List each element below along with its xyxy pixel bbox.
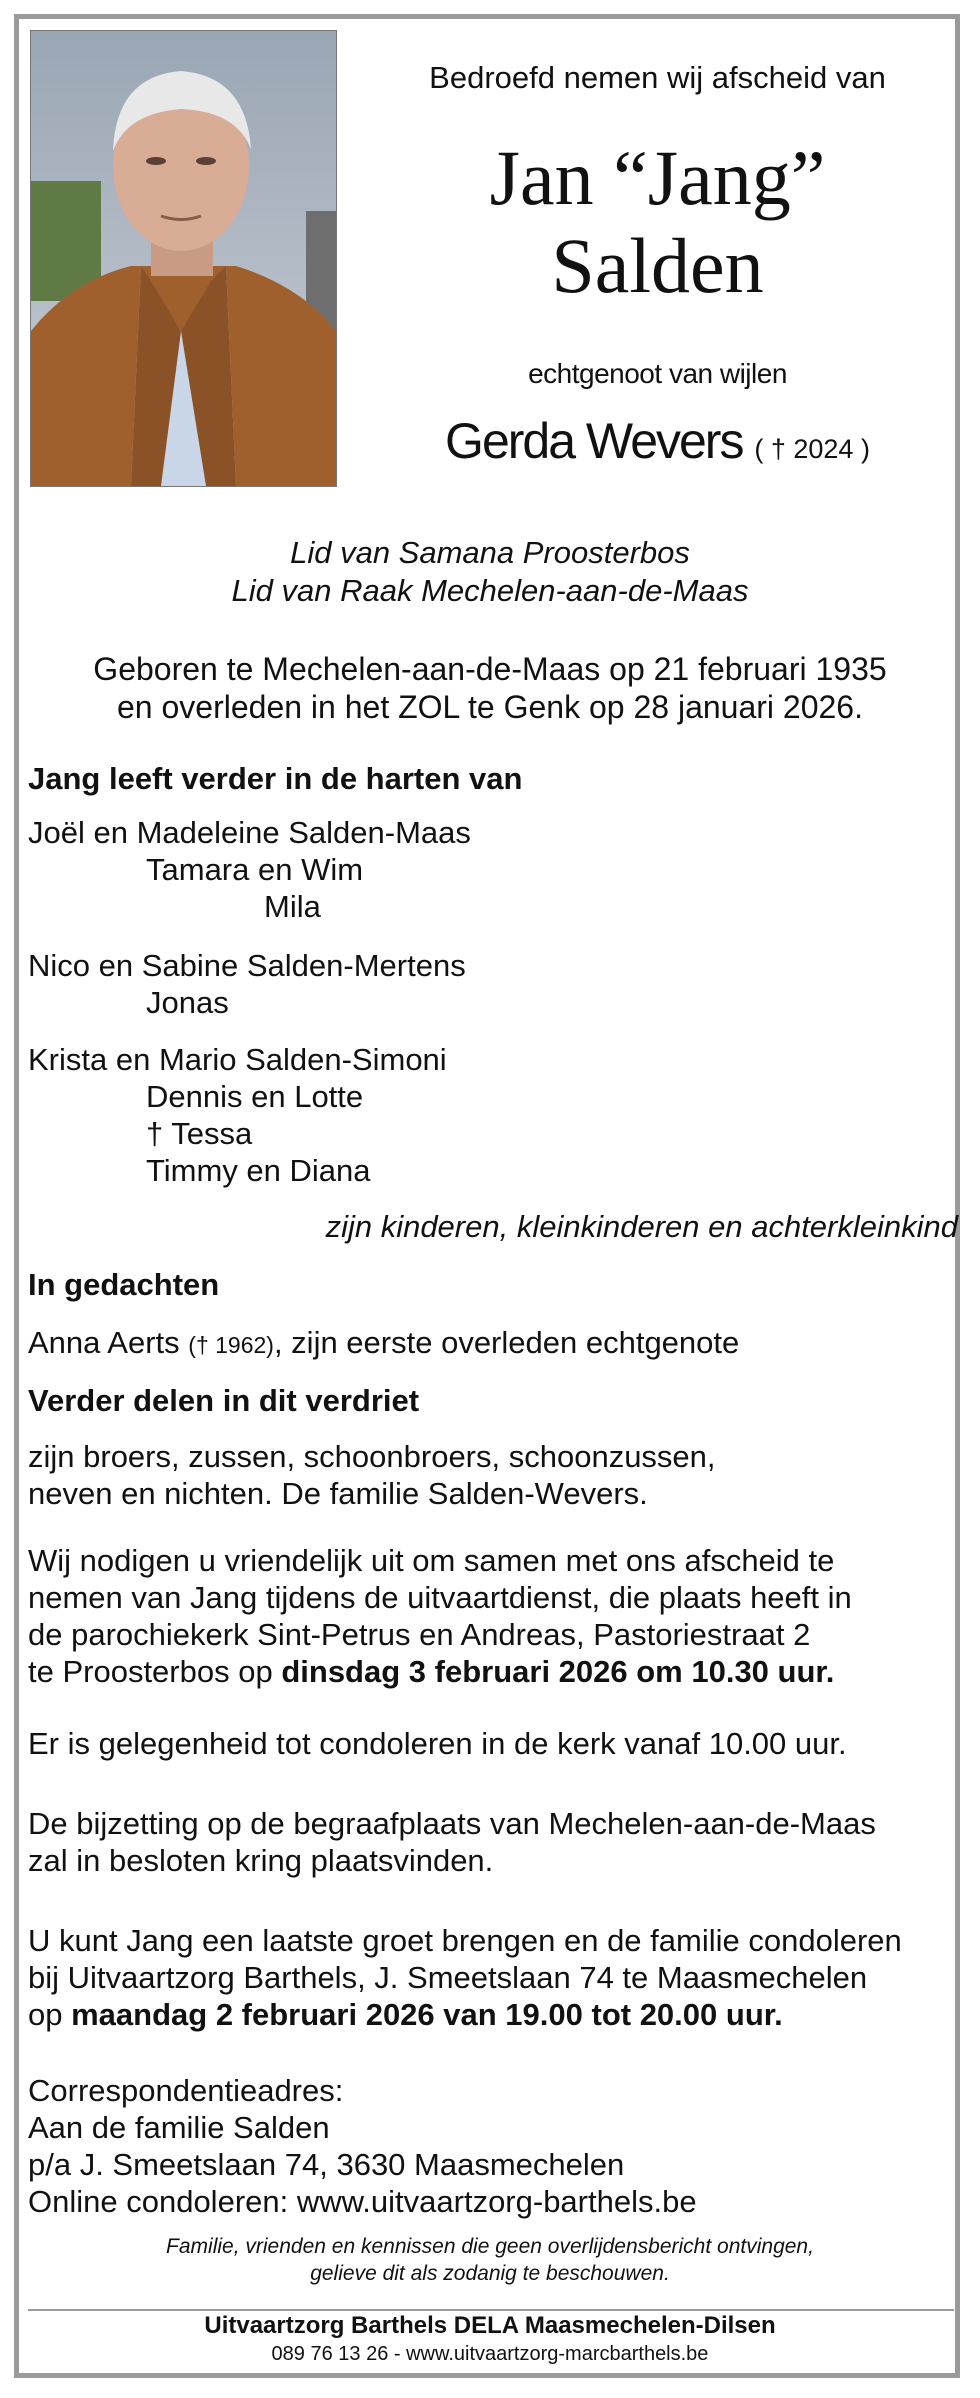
family-member: Joël en Madeleine Salden-Maas bbox=[28, 815, 471, 850]
address-line: Correspondentieadres: bbox=[28, 2073, 344, 2108]
memory-heading: In gedachten bbox=[28, 1267, 220, 1302]
service-line: nemen van Jang tijdens de uitvaartdienst, die plaats heeft in bbox=[28, 1580, 852, 1615]
footer-divider bbox=[28, 2309, 954, 2311]
memory-rest: , zijn eerste overleden echtgenote bbox=[273, 1325, 740, 1360]
service-date: dinsdag 3 februari 2026 om 10.30 uur. bbox=[281, 1654, 835, 1689]
family-member: Dennis en Lotte bbox=[146, 1079, 364, 1114]
share-heading: Verder delen in dit verdriet bbox=[28, 1383, 420, 1418]
spouse-prefix: echtgenoot van wijlen bbox=[528, 358, 787, 389]
footer-note-line: Familie, vrienden en kennissen die geen overlijdensbericht ontvingen, bbox=[166, 2235, 814, 2258]
family-member: Tamara en Wim bbox=[146, 852, 364, 887]
burial-text bbox=[28, 1805, 958, 1879]
family-group-1 bbox=[28, 814, 958, 925]
service-text bbox=[28, 1542, 958, 1690]
family-closing: zijn kinderen, kleinkinderen en achterkleinkind bbox=[325, 1209, 958, 1244]
visit-line bbox=[28, 1996, 958, 2033]
correspondence-address bbox=[28, 2072, 958, 2220]
membership-1: Lid van Samana Proosterbos bbox=[290, 535, 690, 570]
visit-date: maandag 2 februari 2026 van 19.00 tot 20.00 uur. bbox=[71, 1997, 783, 2032]
service-line: de parochiekerk Sint-Petrus en Andreas, Pastoriestraat 2 bbox=[28, 1617, 811, 1652]
visit-prefix: op bbox=[28, 1997, 72, 2032]
service-line: Wij nodigen u vriendelijk uit om samen met ons afscheid te bbox=[28, 1543, 835, 1578]
spouse-line bbox=[345, 412, 970, 470]
family-member: Jonas bbox=[146, 985, 229, 1020]
footer-note-line: gelieve dit als zodanig te beschouwen. bbox=[310, 2262, 670, 2285]
born-line-2: en overleden in het ZOL te Genk op 28 januari 2026. bbox=[117, 689, 863, 725]
condolence-church: Er is gelegenheid tot condoleren in de kerk vanaf 10.00 uur. bbox=[28, 1726, 847, 1761]
birth-death-text bbox=[30, 650, 950, 726]
share-line: neven en nichten. De familie Salden-Wevers. bbox=[28, 1476, 648, 1511]
share-line: zijn broers, zussen, schoonbroers, schoonzussen, bbox=[28, 1439, 716, 1474]
service-prefix: te Proosterbos op bbox=[28, 1654, 282, 1689]
memory-years: († 1962) bbox=[188, 1332, 274, 1358]
footer-company: Uitvaartzorg Barthels DELA Maasmechelen-Dilsen bbox=[204, 2312, 776, 2339]
spouse-years: ( † 2024 ) bbox=[754, 434, 870, 464]
memory-line bbox=[28, 1324, 958, 1364]
family-member: Nico en Sabine Salden-Mertens bbox=[28, 948, 466, 983]
family-member: Mila bbox=[264, 889, 321, 924]
deceased-name bbox=[345, 134, 970, 310]
visit-line: bij Uitvaartzorg Barthels, J. Smeetslaan 74 te Maasmechelen bbox=[28, 1960, 868, 1995]
name-line-1: Jan “Jang” bbox=[489, 134, 826, 221]
burial-line: De bijzetting op de begraafplaats van Mechelen-aan-de-Maas bbox=[28, 1806, 876, 1841]
family-member: Krista en Mario Salden-Simoni bbox=[28, 1042, 447, 1077]
visit-text bbox=[28, 1922, 958, 2033]
memberships bbox=[30, 534, 950, 610]
address-line: Online condoleren: www.uitvaartzorg-barthels.be bbox=[28, 2184, 697, 2219]
service-line bbox=[28, 1653, 958, 1690]
memory-name: Anna Aerts bbox=[28, 1325, 189, 1360]
share-text bbox=[28, 1438, 958, 1512]
footer-contact: 089 76 13 26 - www.uitvaartzorg-marcbarthels.be bbox=[271, 2343, 709, 2365]
intro-text: Bedroefd nemen wij afscheid van bbox=[429, 60, 886, 95]
address-line: p/a J. Smeetslaan 74, 3630 Maasmechelen bbox=[28, 2147, 625, 2182]
family-member: † Tessa bbox=[146, 1116, 253, 1151]
membership-2: Lid van Raak Mechelen-aan-de-Maas bbox=[231, 573, 749, 608]
family-group-2 bbox=[28, 947, 958, 1021]
family-heading-text: Jang leeft verder in de harten van bbox=[28, 761, 523, 796]
footer-note bbox=[30, 2233, 950, 2287]
family-group-3 bbox=[28, 1041, 958, 1189]
address-line: Aan de familie Salden bbox=[28, 2110, 330, 2145]
family-member: Timmy en Diana bbox=[146, 1153, 371, 1188]
family-heading bbox=[28, 760, 958, 797]
name-line-2: Salden bbox=[551, 222, 764, 309]
visit-line: U kunt Jang een laatste groet brengen en de familie condoleren bbox=[28, 1923, 902, 1958]
born-line-1: Geboren te Mechelen-aan-de-Maas op 21 februari 1935 bbox=[93, 651, 887, 687]
portrait-photo bbox=[30, 30, 337, 487]
burial-line: zal in besloten kring plaatsvinden. bbox=[28, 1843, 494, 1878]
spouse-name: Gerda Wevers bbox=[445, 413, 743, 469]
